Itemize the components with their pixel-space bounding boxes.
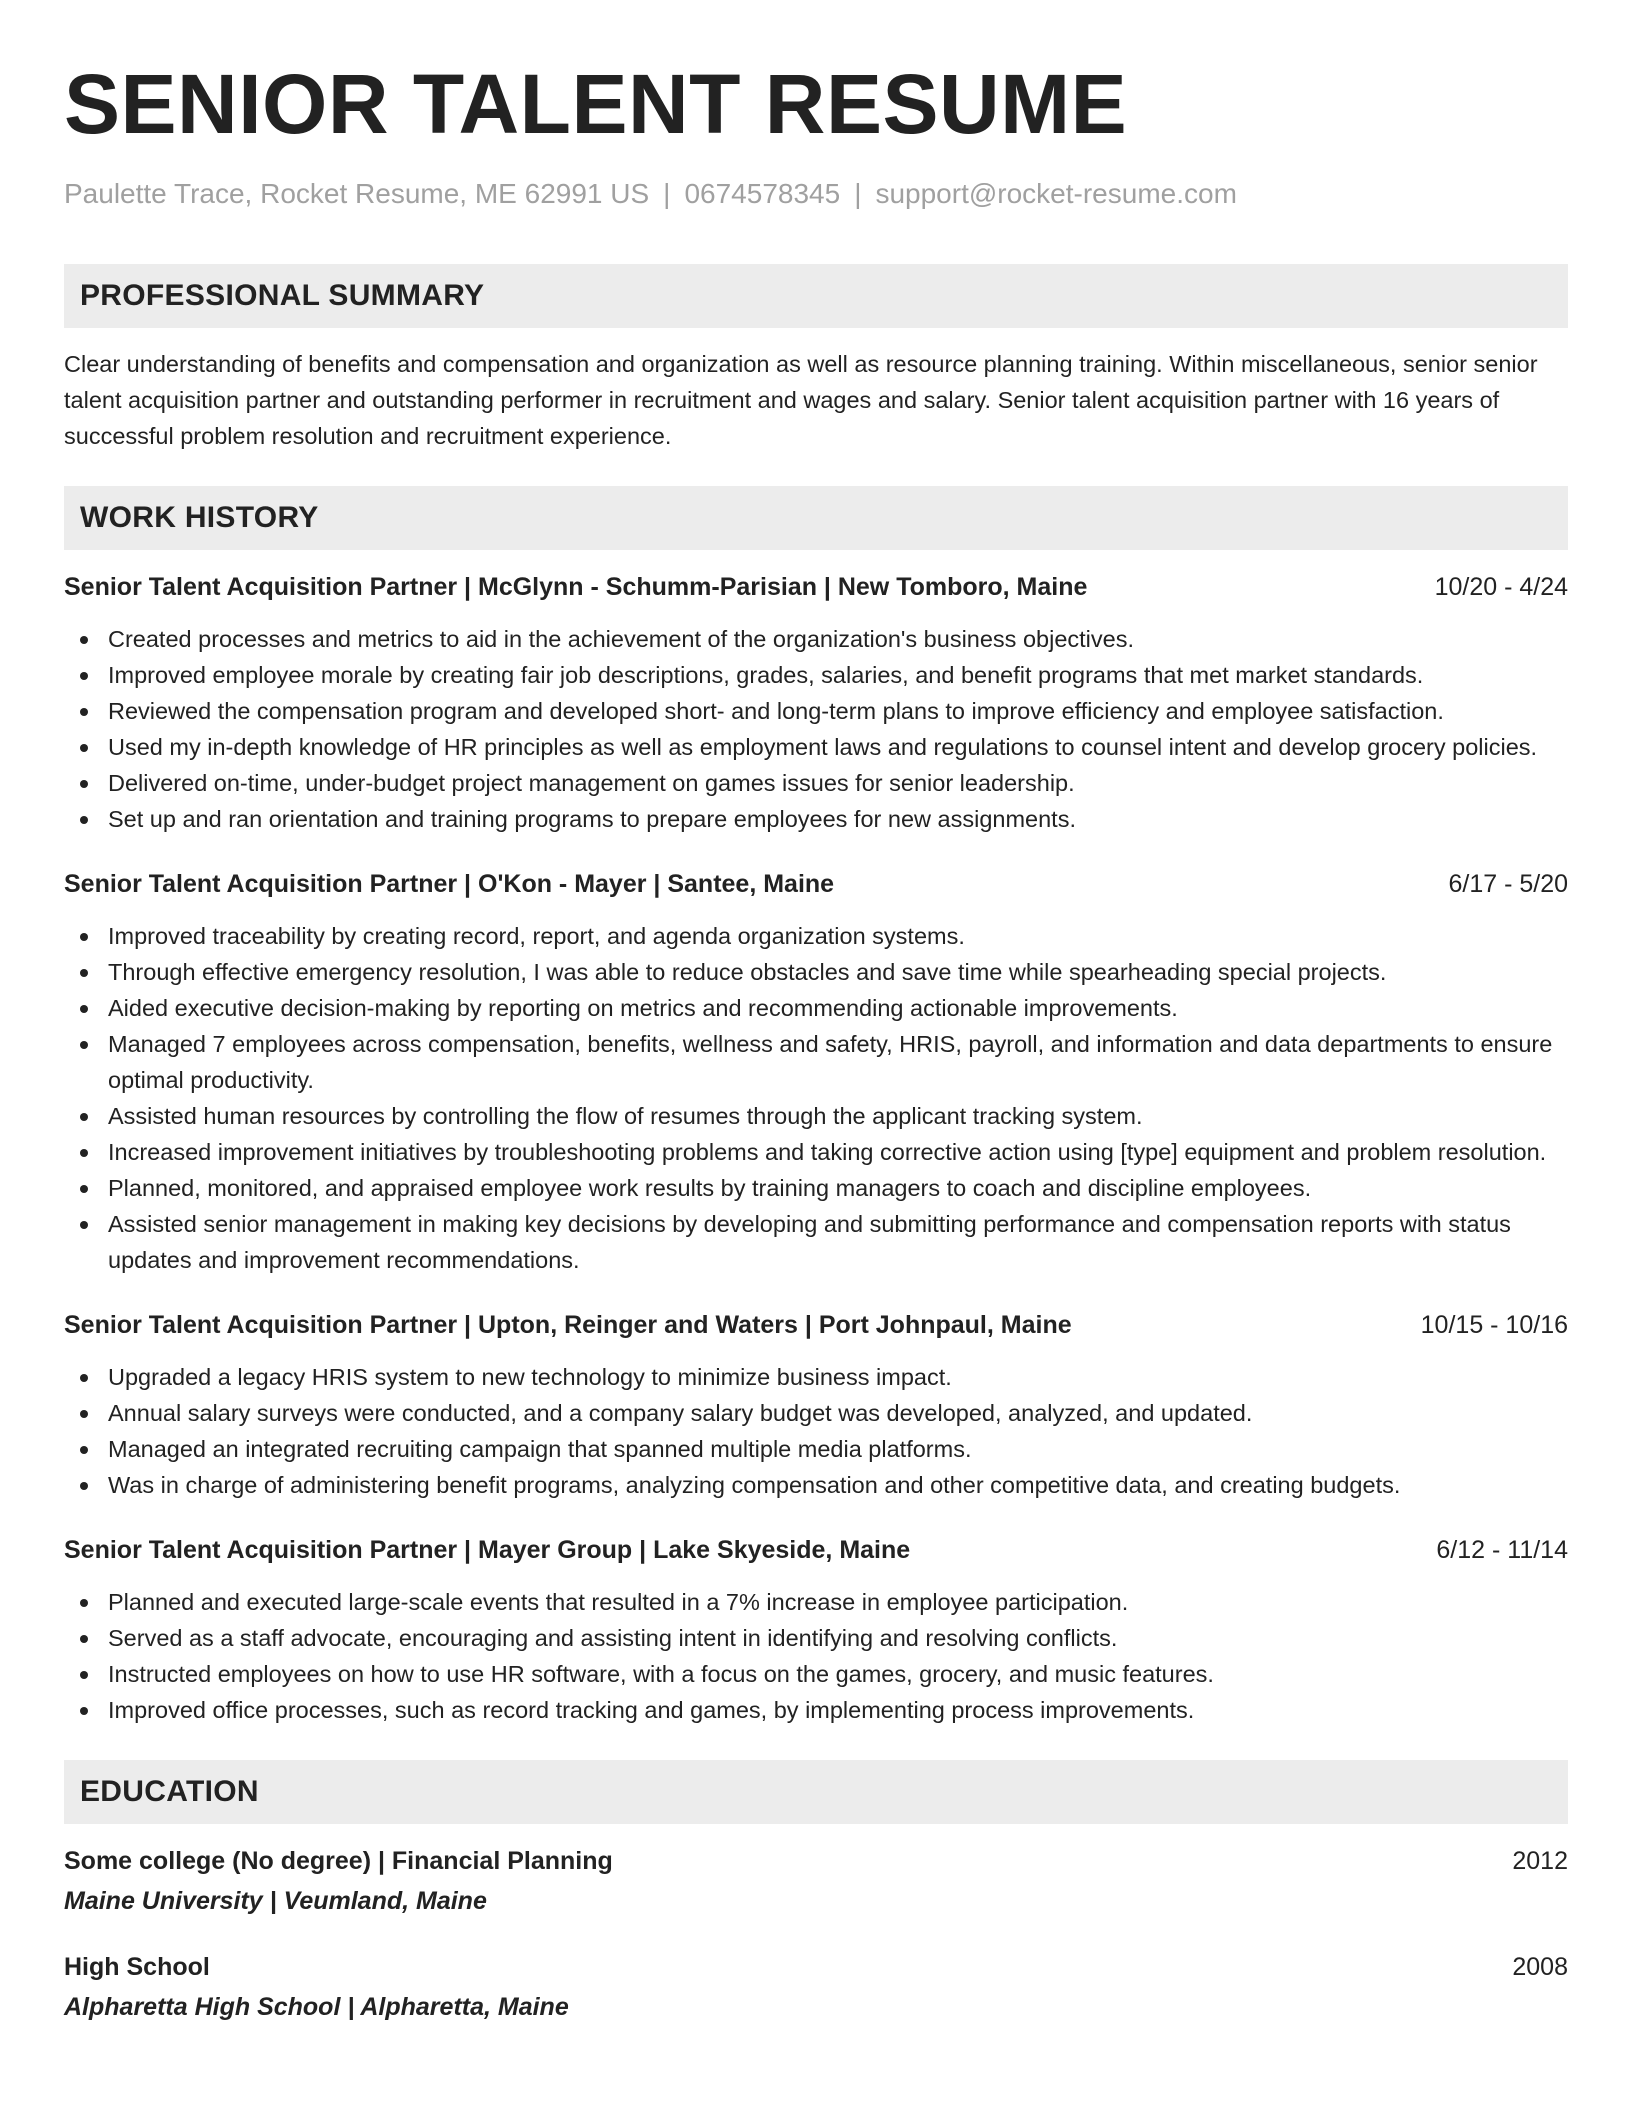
job-title: Senior Talent Acquisition Partner | O'Kon - Mayer | Santee, Maine [64, 870, 835, 898]
bullet-item [64, 729, 1568, 765]
bullet-item [64, 990, 1568, 1026]
education-header [64, 1950, 1568, 1984]
bullet-item [64, 1098, 1568, 1134]
job-dates: 10/15 - 10/16 [1420, 1311, 1568, 1339]
contact-address: Paulette Trace, Rocket Resume, ME 62991 US [64, 178, 650, 209]
resume-title: SENIOR TALENT RESUME [64, 57, 1128, 151]
bullet-dot-icon [80, 672, 88, 680]
job-header [64, 1308, 1568, 1342]
bullet-item [64, 1359, 1568, 1395]
bullet-text: Planned and executed large-scale events that resulted in a 7% increase in employee participation. [108, 1589, 1129, 1615]
bullet-text: Was in charge of administering benefit programs, analyzing compensation and other competitive data, and creating budgets. [108, 1472, 1401, 1498]
job-header [64, 1533, 1568, 1567]
job-bullets [64, 1359, 1568, 1503]
bullet-text: Created processes and metrics to aid in the achievement of the organization's business objectives. [108, 626, 1134, 652]
bullet-dot-icon [80, 1482, 88, 1490]
bullet-dot-icon [80, 1374, 88, 1382]
bullet-item [64, 693, 1568, 729]
bullet-text: Improved employee morale by creating fair job descriptions, grades, salaries, and benefit programs that met market standards. [108, 662, 1424, 688]
bullet-text: Upgraded a legacy HRIS system to new technology to minimize business impact. [108, 1364, 952, 1390]
contact-line [64, 176, 1568, 212]
bullet-dot-icon [80, 1635, 88, 1643]
bullet-item [64, 1134, 1568, 1170]
summary-heading: PROFESSIONAL SUMMARY [64, 264, 1568, 328]
bullet-dot-icon [80, 1041, 88, 1049]
bullet-item [64, 657, 1568, 693]
education-entry [64, 1844, 1568, 1918]
bullet-text: Aided executive decision-making by reporting on metrics and recommending actionable improvements. [108, 995, 1178, 1021]
bullet-dot-icon [80, 1113, 88, 1121]
bullet-item [64, 918, 1568, 954]
education-school: Alpharetta High School | Alpharetta, Maine [64, 1993, 569, 2021]
bullet-text: Set up and ran orientation and training programs to prepare employees for new assignments. [108, 806, 1076, 832]
bullet-text: Assisted human resources by controlling the flow of resumes through the applicant tracking system. [108, 1103, 1143, 1129]
job-header [64, 867, 1568, 901]
bullet-item [64, 1026, 1568, 1098]
bullet-text: Reviewed the compensation program and developed short- and long-term plans to improve efficiency and employee satisfaction. [108, 698, 1444, 724]
bullet-dot-icon [80, 1185, 88, 1193]
job-dates: 6/17 - 5/20 [1448, 870, 1568, 898]
contact-separator: | [854, 178, 862, 209]
bullet-dot-icon [80, 969, 88, 977]
summary-text: Clear understanding of benefits and compensation and organization as well as resource planning training. Within miscellaneous, senior senior talent acquisition partner and outstanding performer in recruitment and wages and salary. Senior talent acquisition partner with 16 years of successful problem resolution and recruitment experience. [64, 351, 1538, 449]
bullet-item [64, 1656, 1568, 1692]
bullet-item [64, 1395, 1568, 1431]
job-bullets [64, 621, 1568, 837]
bullet-dot-icon [80, 1410, 88, 1418]
job-entry [64, 1308, 1568, 1503]
bullet-text: Instructed employees on how to use HR software, with a focus on the games, grocery, and music features. [108, 1661, 1214, 1687]
bullet-dot-icon [80, 816, 88, 824]
bullet-item [64, 1170, 1568, 1206]
job-entry [64, 1533, 1568, 1728]
job-bullets [64, 1584, 1568, 1728]
bullet-text: Managed 7 employees across compensation, benefits, wellness and safety, HRIS, payroll, and information and data departments to ensure optimal productivity. [108, 1031, 1553, 1093]
education-entry [64, 1950, 1568, 2024]
bullet-item [64, 1692, 1568, 1728]
bullet-dot-icon [80, 933, 88, 941]
bullet-text: Increased improvement initiatives by troubleshooting problems and taking corrective action using [type] equipment and problem resolution. [108, 1139, 1547, 1165]
job-title: Senior Talent Acquisition Partner | McGlynn - Schumm-Parisian | New Tomboro, Maine [64, 573, 1088, 601]
job-dates: 6/12 - 11/14 [1436, 1536, 1568, 1564]
job-bullets [64, 918, 1568, 1278]
contact-email: support@rocket-resume.com [875, 178, 1237, 209]
bullet-item [64, 954, 1568, 990]
work-history-heading: WORK HISTORY [64, 486, 1568, 550]
job-entry [64, 570, 1568, 837]
bullet-text: Improved traceability by creating record, report, and agenda organization systems. [108, 923, 965, 949]
bullet-text: Used my in-depth knowledge of HR principles as well as employment laws and regulations to counsel intent and develop grocery policies. [108, 734, 1538, 760]
bullet-dot-icon [80, 1671, 88, 1679]
bullet-item [64, 1206, 1568, 1278]
bullet-item [64, 1431, 1568, 1467]
education-degree: High School [64, 1953, 210, 1981]
bullet-text: Served as a staff advocate, encouraging and assisting intent in identifying and resolving conflicts. [108, 1625, 1118, 1651]
bullet-dot-icon [80, 1005, 88, 1013]
job-title: Senior Talent Acquisition Partner | Mayer Group | Lake Skyeside, Maine [64, 1536, 911, 1564]
job-title: Senior Talent Acquisition Partner | Upton, Reinger and Waters | Port Johnpaul, Maine [64, 1311, 1072, 1339]
education-header [64, 1844, 1568, 1878]
bullet-text: Assisted senior management in making key decisions by developing and submitting performance and compensation reports with status updates and improvement recommendations. [108, 1211, 1511, 1273]
education-degree: Some college (No degree) | Financial Planning [64, 1847, 613, 1875]
bullet-dot-icon [80, 1599, 88, 1607]
bullet-item [64, 621, 1568, 657]
bullet-item [64, 1620, 1568, 1656]
bullet-item [64, 1467, 1568, 1503]
bullet-text: Improved office processes, such as record tracking and games, by implementing process improvements. [108, 1697, 1195, 1723]
contact-separator: | [663, 178, 671, 209]
bullet-text: Managed an integrated recruiting campaign that spanned multiple media platforms. [108, 1436, 972, 1462]
bullet-dot-icon [80, 744, 88, 752]
bullet-item [64, 1584, 1568, 1620]
bullet-text: Planned, monitored, and appraised employee work results by training managers to coach and discipline employees. [108, 1175, 1312, 1201]
education-school: Maine University | Veumland, Maine [64, 1887, 487, 1915]
bullet-dot-icon [80, 780, 88, 788]
bullet-dot-icon [80, 1446, 88, 1454]
contact-phone: 0674578345 [684, 178, 841, 209]
job-header [64, 570, 1568, 604]
education-year: 2008 [1512, 1953, 1568, 1981]
education-heading: EDUCATION [64, 1760, 1568, 1824]
bullet-text: Annual salary surveys were conducted, and a company salary budget was developed, analyzed, and updated. [108, 1400, 1253, 1426]
education-year: 2012 [1512, 1847, 1568, 1875]
bullet-dot-icon [80, 636, 88, 644]
bullet-dot-icon [80, 1149, 88, 1157]
bullet-dot-icon [80, 1707, 88, 1715]
bullet-text: Through effective emergency resolution, I was able to reduce obstacles and save time while spearheading special projects. [108, 959, 1387, 985]
bullet-dot-icon [80, 708, 88, 716]
bullet-dot-icon [80, 1221, 88, 1229]
bullet-item [64, 765, 1568, 801]
job-dates: 10/20 - 4/24 [1434, 573, 1568, 601]
bullet-text: Delivered on-time, under-budget project management on games issues for senior leadership. [108, 770, 1075, 796]
bullet-item [64, 801, 1568, 837]
job-entry [64, 867, 1568, 1278]
